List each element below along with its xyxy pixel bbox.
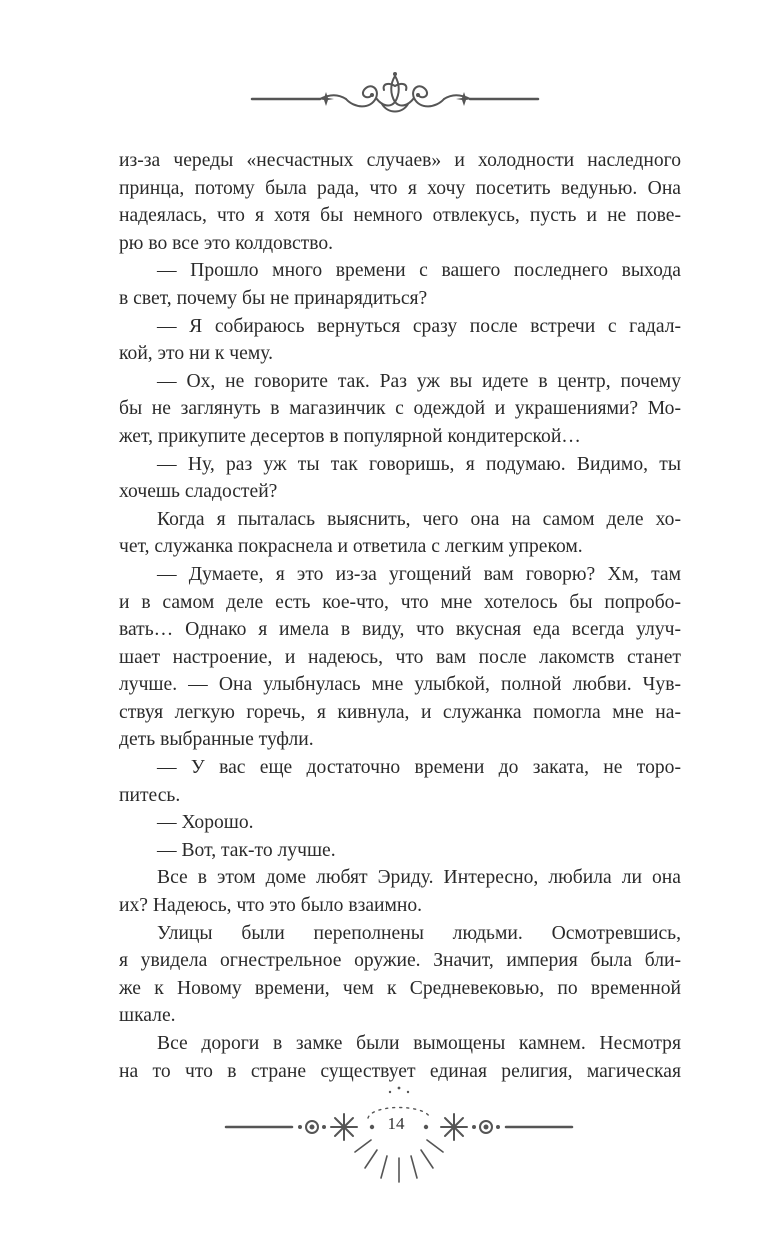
text-line: хочешь сладостей? — [119, 481, 278, 503]
text-line: шкале. — [119, 1005, 176, 1027]
text-line: питесь. — [119, 784, 181, 806]
text-line: Все дороги в замке были вымощены камнем. Несмотря — [157, 1033, 681, 1054]
text-line: жет, прикупите десертов в популярной кондитерской… — [119, 425, 581, 447]
text-line: я увидела огнестрельное оружие. Значит, империя была бли- — [119, 950, 681, 972]
text-line: надеялась, что я хотя бы немного отвлекусь, пусть и не пове- — [119, 205, 681, 227]
text-line: — У вас еще достаточно времени до заката, не торо- — [157, 757, 681, 779]
text-line: — Ну, раз уж ты так говоришь, я подумаю. Видимо, ты — [157, 453, 681, 475]
text-line: чет, служанка покраснела и ответила с легким упреком. — [119, 536, 583, 558]
text-line: рю во все это колдовство. — [119, 232, 334, 254]
text-line: на то что в стране существует единая религия, магическая — [119, 1060, 681, 1082]
text-line: же к Новому времени, чем к Средневековью, по временной — [119, 977, 681, 999]
text-line: — Я собираюсь вернуться сразу после встречи с гадал- — [157, 315, 681, 337]
text-line: деть выбранные туфли. — [119, 729, 314, 751]
text-line: их? Надеюсь, что это было взаимно. — [119, 895, 423, 917]
text-line: — Думаете, я это из-за угощений вам говорю? Хм, там — [157, 563, 681, 585]
text-line: вать… Однако я имела в виду, что вкусная еда всегда улуч- — [119, 619, 681, 641]
text-line: в свет, почему бы не принарядиться? — [119, 287, 428, 309]
text-line: — Прошло много времени с вашего последнего выхода — [157, 260, 681, 282]
text-line: шает настроение, и надеюсь, что вам после лакомств станет — [119, 646, 681, 668]
text-line: бы не заглянуть в магазинчик с одеждой и украшениями? Мо- — [119, 398, 681, 420]
text-line: из-за череды «несчастных случаев» и холодности наследного — [119, 150, 681, 171]
bottom-ornament-icon — [222, 1078, 576, 1190]
text-line: — Хорошо. — [157, 812, 254, 834]
text-line: лучше. — Она улыбнулась мне улыбкой, полной любви. Чув- — [119, 674, 681, 696]
text-line: Улицы были переполнены людьми. Осмотревшись, — [157, 922, 681, 944]
top-ornament-icon — [250, 68, 540, 120]
text-line: — Ох, не говорите так. Раз уж вы идете в центр, почему — [157, 370, 681, 392]
text-line: Когда я пыталась выяснить, чего она на самом деле хо- — [157, 508, 681, 530]
text-line: — Вот, так-то лучше. — [157, 839, 336, 861]
text-line: Все в этом доме любят Эриду. Интересно, любила ли она — [157, 867, 681, 889]
text-line: и в самом деле есть кое-что, что мне хотелось бы попробо- — [119, 591, 681, 613]
book-text — [119, 147, 681, 1085]
text-line: ствуя легкую горечь, я кивнула, и служанка помогла мне на- — [119, 701, 681, 723]
page-number: 14 — [387, 1114, 405, 1133]
text-line: принца, потому была рада, что я хочу посетить ведунью. Она — [119, 177, 681, 199]
text-line: кой, это ни к чему. — [119, 343, 273, 365]
